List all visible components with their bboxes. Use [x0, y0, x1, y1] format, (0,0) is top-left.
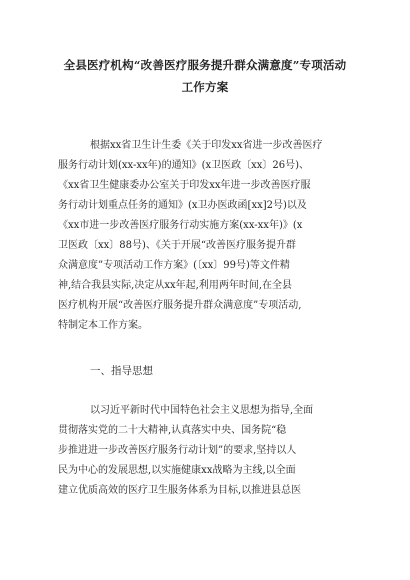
paragraph-2-line: 建立优质高效的医疗卫生服务体系为目标,以推进县总医	[58, 485, 302, 496]
paragraph-2-line: 以习近平新时代中国特色社会主义思想为指导,全面	[90, 405, 314, 416]
paragraph-2-line: 贯彻落实党的二十大精神,认真落实中央、国务院“稳	[58, 425, 287, 436]
paragraph-1-line: 特制定本工作方案。	[58, 320, 148, 331]
paragraph-1-line: 《xx省卫生健康委办公室关于印发xx年进一步改善医疗服	[58, 180, 311, 191]
paragraph-1-line: 医疗机构开展“改善医疗服务提升群众满意度”专项活动,	[58, 300, 302, 311]
paragraph-1-line: 务行动计划重点任务的通知》(x卫办医政函[xx]2号)以及	[58, 200, 307, 211]
section-heading: 一、指导思想	[90, 365, 153, 377]
paragraph-1-line: 卫医政〔xx〕88号)、《关于开展“改善医疗服务提升群	[58, 240, 297, 251]
document-title-line-1: 全县医疗机构“改善医疗服务提升群众满意度”专项活动	[63, 58, 347, 72]
paragraph-2-line: 步推进进一步改善医疗服务行动计划”的要求,坚持以人	[58, 445, 297, 456]
paragraph-1-line: 众满意度”专项活动工作方案》(〔xx〕99号)等文件精	[58, 260, 290, 271]
paragraph-1-line: 服务行动计划(xx-xx年)的通知》(x卫医政〔xx〕26号)、	[58, 160, 310, 171]
paragraph-1-line: 《xx市进一步改善医疗服务行动实施方案(xx-xx年)》(x	[58, 220, 303, 231]
document-title-line-2: 工作方案	[181, 80, 229, 94]
paragraph-2-line: 民为中心的发展思想,以实施健康xx战略为主线,以全面	[58, 465, 296, 476]
paragraph-1-line: 神,结合我县实际,决定从xx年起,利用两年时间,在全县	[58, 280, 292, 291]
paragraph-1-line: 根据xx省卫生计生委《关于印发xx省进一步改善医疗	[90, 140, 323, 151]
